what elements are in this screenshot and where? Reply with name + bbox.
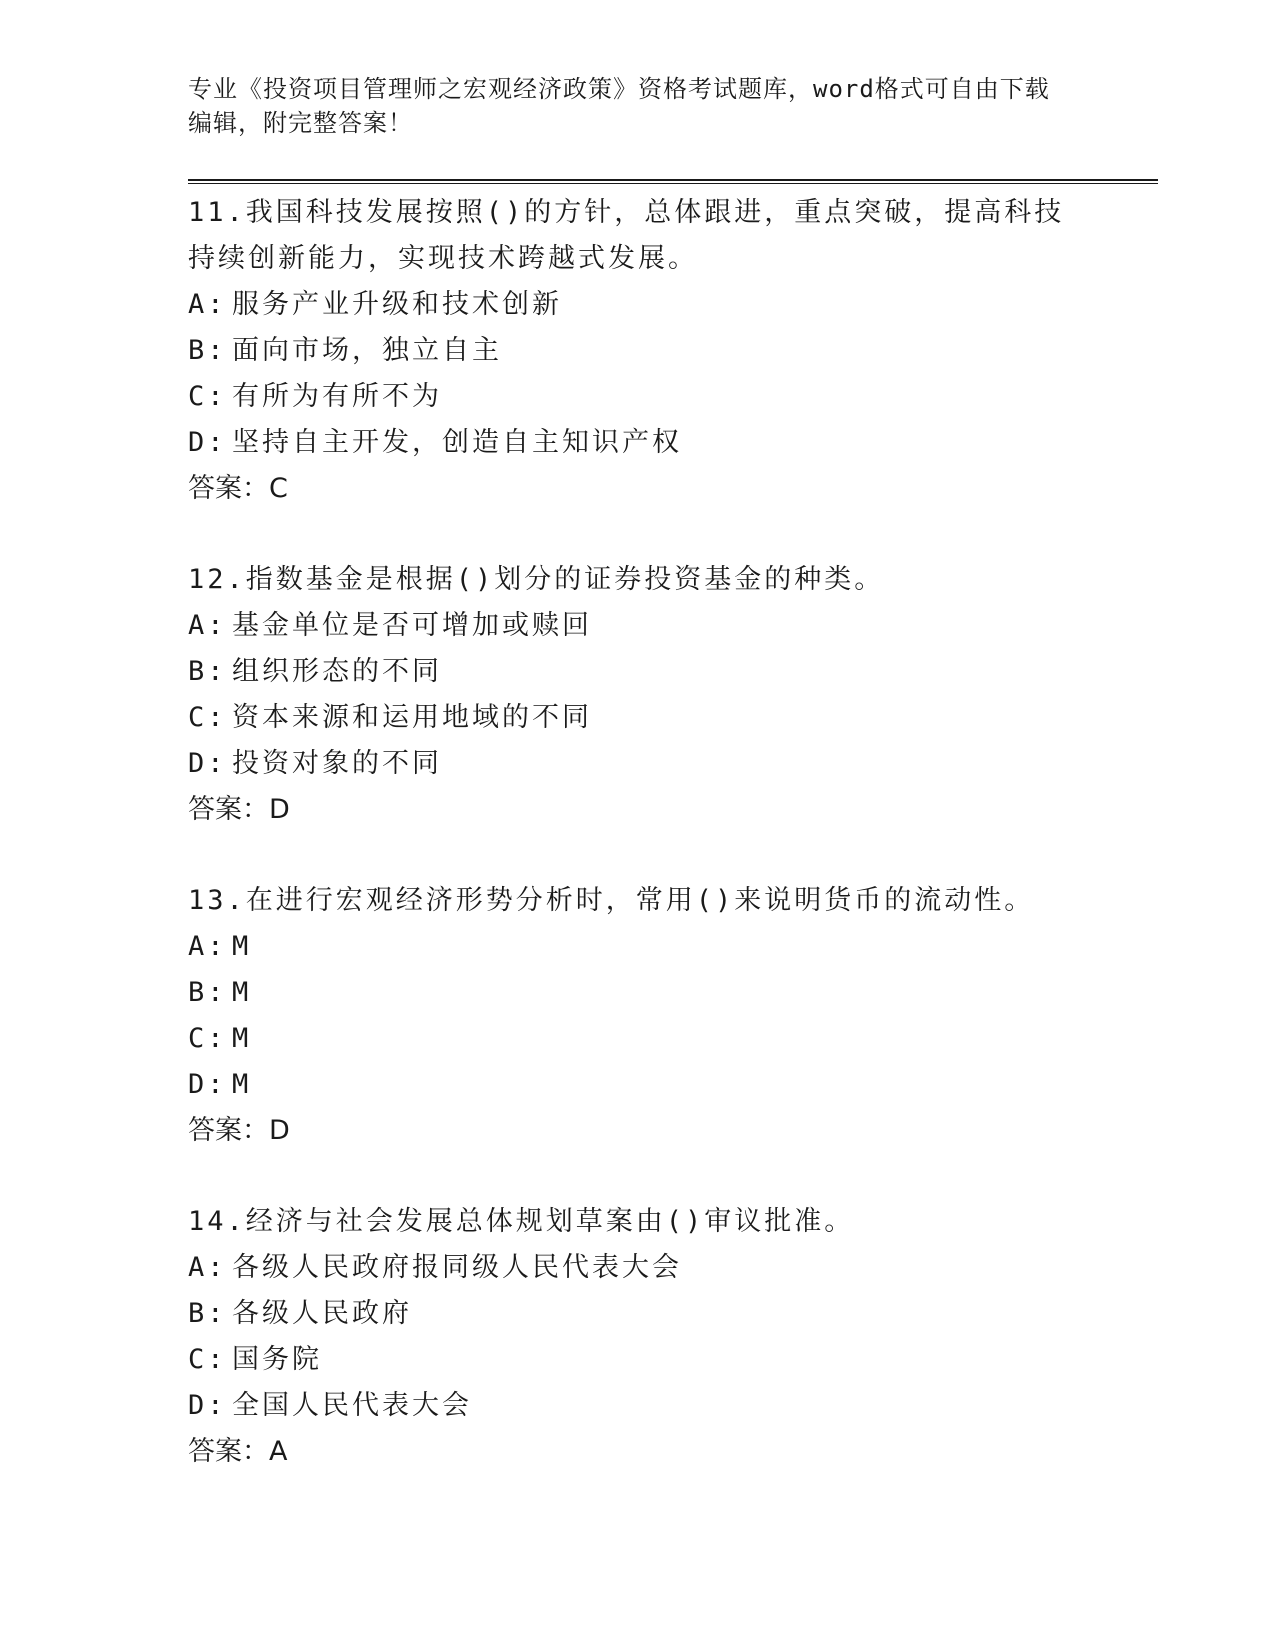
option-text: M (232, 977, 252, 1008)
option-text: 服务产业升级和技术创新 (232, 289, 562, 320)
option-letter: D: (188, 748, 227, 779)
option-text: 组织形态的不同 (232, 656, 442, 687)
answer-line: 答案：A (188, 1436, 288, 1467)
option-text: 坚持自主开发，创造自主知识产权 (232, 427, 682, 458)
option-text: M (232, 1069, 252, 1100)
answer-line: 答案：D (188, 1115, 290, 1146)
header-divider (188, 179, 1158, 184)
question-12 (188, 557, 1068, 833)
option-text: 面向市场，独立自主 (232, 335, 502, 366)
option-text: 基金单位是否可增加或赎回 (232, 610, 592, 641)
option-a (188, 1245, 1068, 1291)
option-c (188, 1337, 1068, 1383)
question-14 (188, 1199, 1068, 1475)
option-text: 国务院 (232, 1344, 322, 1375)
option-b (188, 970, 1068, 1016)
option-text: M (232, 931, 252, 962)
option-letter: C: (188, 381, 227, 412)
option-a (188, 282, 1068, 328)
question-stem: 12.指数基金是根据()划分的证券投资基金的种类。 (188, 564, 885, 595)
answer-line: 答案：D (188, 794, 290, 825)
option-d (188, 1383, 1068, 1429)
question-stem: 11.我国科技发展按照()的方针，总体跟进，重点突破，提高科技持续创新能力，实现技术跨越式发展。 (188, 197, 1065, 274)
option-letter: A: (188, 289, 227, 320)
option-text: 各级人民政府报同级人民代表大会 (232, 1252, 682, 1283)
question-stem: 13.在进行宏观经济形势分析时，常用()来说明货币的流动性。 (188, 885, 1035, 916)
option-text: 资本来源和运用地域的不同 (232, 702, 592, 733)
option-letter: A: (188, 931, 227, 962)
option-c (188, 1016, 1068, 1062)
option-letter: A: (188, 1252, 227, 1283)
option-a (188, 924, 1068, 970)
option-b (188, 649, 1068, 695)
option-d (188, 1062, 1068, 1108)
question-list (188, 190, 1068, 1520)
option-text: 有所为有所不为 (232, 381, 442, 412)
option-letter: D: (188, 1390, 227, 1421)
option-b (188, 328, 1068, 374)
option-d (188, 741, 1068, 787)
option-letter: C: (188, 702, 227, 733)
option-d (188, 420, 1068, 466)
option-a (188, 603, 1068, 649)
option-letter: D: (188, 1069, 227, 1100)
question-13 (188, 878, 1068, 1154)
answer-line: 答案：C (188, 473, 288, 504)
option-c (188, 695, 1068, 741)
question-11 (188, 190, 1068, 512)
option-text: 投资对象的不同 (232, 748, 442, 779)
option-letter: A: (188, 610, 227, 641)
option-letter: D: (188, 427, 227, 458)
option-letter: B: (188, 656, 227, 687)
option-letter: C: (188, 1023, 227, 1054)
question-stem: 14.经济与社会发展总体规划草案由()审议批准。 (188, 1206, 855, 1237)
option-letter: B: (188, 977, 227, 1008)
header-note: 专业《投资项目管理师之宏观经济政策》资格考试题库，word格式可自由下载编辑，附完整答案！ (188, 75, 1050, 137)
option-text: 全国人民代表大会 (232, 1390, 472, 1421)
option-text: M (232, 1023, 252, 1054)
option-letter: C: (188, 1344, 227, 1375)
document-page (188, 0, 1158, 1650)
option-letter: B: (188, 1298, 227, 1329)
option-c (188, 374, 1068, 420)
option-letter: B: (188, 335, 227, 366)
option-text: 各级人民政府 (232, 1298, 412, 1329)
option-b (188, 1291, 1068, 1337)
